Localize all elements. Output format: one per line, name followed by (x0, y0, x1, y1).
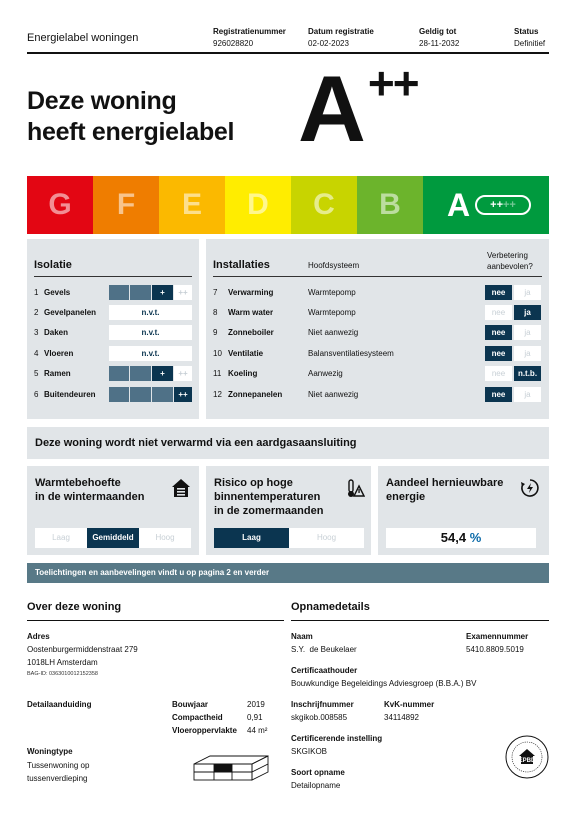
geldig-tot-label: Geldig tot (419, 27, 457, 36)
rating-segment (130, 366, 151, 381)
band-b-letter: B (379, 188, 401, 221)
ja-option: ja (514, 387, 541, 402)
headline (27, 86, 234, 148)
rating-segment (109, 387, 129, 402)
warmtebehoefte-laag: Laag (35, 528, 87, 548)
row-system: Warmtepomp (308, 288, 356, 297)
row-system: Aanwezig (308, 369, 343, 378)
isolatie-row-vloeren (34, 346, 192, 362)
nee-option: nee (485, 325, 512, 340)
thermometer-warning-icon (345, 478, 365, 498)
installaties-panel (206, 239, 549, 419)
row-number: 5 (34, 369, 39, 378)
row-system: Warmtepomp (308, 308, 356, 317)
rating-segment (109, 285, 129, 300)
naam-label: Naam (291, 632, 313, 641)
verbetering-header-line-1: Verbetering (487, 251, 528, 260)
geldig-tot (419, 26, 459, 50)
isolatie-row-buitendeuren (34, 387, 192, 403)
row-system: Niet aanwezig (308, 328, 359, 337)
isolatie-title: Isolatie (34, 259, 72, 271)
soort-opname-label: Soort opname (291, 768, 345, 777)
woningtype-line-2: tussenverdieping (27, 774, 88, 783)
warmtebehoefte-card (27, 466, 199, 555)
certificaathouder-value: Bouwkundige Begeleidings Adviesgroep (B.B.A.) BV (291, 679, 477, 688)
hernieuwbaar-title (386, 476, 503, 504)
installaties-rule (213, 276, 542, 277)
row-number: 3 (34, 328, 39, 337)
ja-option: ja (514, 325, 541, 340)
row-label: Zonnepanelen (228, 390, 283, 399)
instelling-label: Certificerende instelling (291, 734, 383, 743)
verbetering-header-line-2: aanbevolen? (487, 262, 533, 271)
renewable-energy-icon (520, 478, 540, 498)
row-number: 2 (34, 308, 39, 317)
adres-label: Adres (27, 632, 50, 641)
energy-label-plus: ++ (367, 57, 418, 109)
installatie-row-zonneboiler (213, 325, 542, 341)
risico-hoog: Hoog (289, 528, 364, 548)
installatie-row-verwarming (213, 285, 542, 301)
warmtebehoefte-line-2: in de wintermaanden (35, 491, 145, 503)
woningtype-line-1: Tussenwoning op (27, 761, 90, 770)
adres-line-1: Oostenburgermiddenstraat 279 (27, 645, 138, 654)
row-label: Gevels (44, 288, 71, 297)
naam-value: S.Y. de Beukelaer (291, 645, 357, 654)
ja-option: ja (514, 305, 541, 320)
house-heat-icon (171, 478, 191, 498)
row-label: Ramen (44, 369, 71, 378)
inschrijfnummer-label: Inschrijfnummer (291, 700, 354, 709)
band-e (159, 176, 225, 234)
examennummer-label: Examennummer (466, 632, 529, 641)
energy-label-scale (27, 176, 549, 234)
hoofdsysteem-header: Hoofdsysteem (308, 261, 360, 270)
risico-line-1: Risico op hoge (214, 477, 293, 489)
nee-option: nee (485, 305, 512, 320)
rating-segment (109, 366, 129, 381)
row-label: Warm water (228, 308, 274, 317)
registratienummer (213, 26, 286, 50)
risico-line-3: in de zomermaanden (214, 505, 324, 517)
rating-ghost: ++ (174, 366, 192, 381)
soort-opname-value: Detailopname (291, 781, 341, 790)
risico-line-2: binnentemperaturen (214, 491, 321, 503)
gas-banner: Deze woning wordt niet verwarmd via een aardgasaansluiting (27, 427, 549, 459)
band-a (423, 176, 549, 234)
row-label: Vloeren (44, 349, 74, 358)
row-number: 11 (213, 369, 222, 378)
status-value: Definitief (514, 39, 546, 48)
row-label: Verwarming (228, 288, 274, 297)
certificaathouder-label: Certificaathouder (291, 666, 358, 675)
kvk-value: 34114892 (384, 713, 419, 722)
headline-line-1: Deze woning (27, 87, 177, 115)
warmtebehoefte-line-1: Warmtebehoefte (35, 477, 121, 489)
vloeroppervlakte-label: Vloeroppervlakte (172, 726, 237, 735)
rating-segment (152, 387, 173, 402)
row-label: Koeling (228, 369, 258, 378)
compactheid-value: 0,91 (247, 713, 263, 722)
woningtype-label: Woningtype (27, 747, 73, 756)
band-a-plus-active: ++ (490, 199, 503, 211)
energy-label-grade (298, 56, 418, 172)
band-c (291, 176, 357, 234)
row-number: 6 (34, 390, 39, 399)
row-number: 8 (213, 308, 218, 317)
band-f-letter: F (116, 188, 136, 221)
nee-option: nee (485, 366, 512, 381)
rating-segment (130, 285, 151, 300)
band-a-plus-pill (475, 195, 531, 215)
detailaanduiding-label: Detailaanduiding (27, 700, 92, 709)
risico-card (206, 466, 371, 555)
energy-label-letter: A (298, 56, 364, 161)
compactheid-label: Compactheid (172, 713, 223, 722)
rating-value: n.v.t. (109, 325, 192, 340)
over-rule (27, 620, 284, 621)
row-label: Ventilatie (228, 349, 264, 358)
rating-value: ++ (174, 387, 192, 402)
document-header (27, 24, 549, 54)
rating-value: n.v.t. (109, 346, 192, 361)
opname-rule (291, 620, 549, 621)
ja-option: ja (514, 285, 541, 300)
warmtebehoefte-hoog: Hoog (139, 528, 191, 548)
opnamedetails-title: Opnamedetails (291, 601, 370, 613)
band-b (357, 176, 423, 234)
nee-option: nee (485, 285, 512, 300)
installatie-row-warm-water (213, 305, 542, 321)
row-label: Gevelpanelen (44, 308, 97, 317)
hernieuwbaar-line-2: energie (386, 491, 426, 503)
bouwjaar-value: 2019 (247, 700, 265, 709)
installatie-row-koeling (213, 366, 542, 382)
band-a-plus-faded: ++ (503, 199, 516, 211)
nee-option: nee (485, 346, 512, 361)
installatie-row-zonnepanelen (213, 387, 542, 403)
risico-title (214, 476, 323, 518)
rating-segment (130, 387, 151, 402)
isolatie-rule (34, 276, 192, 277)
bag-id: BAG-ID: 0363010012152358 (27, 671, 98, 677)
row-number: 9 (213, 328, 218, 337)
datum-registratie (308, 26, 374, 50)
band-d-letter: D (247, 188, 269, 221)
row-number: 4 (34, 349, 39, 358)
vloeroppervlakte-value: 44 m² (247, 726, 268, 735)
installaties-title: Installaties (213, 259, 270, 271)
band-g (27, 176, 93, 234)
toelichting-bar: Toelichtingen en aanbevelingen vindt u op pagina 2 en verder (27, 563, 549, 583)
instelling-value: SKGIKOB (291, 747, 328, 756)
hernieuwbaar-line-1: Aandeel hernieuwbare (386, 477, 504, 489)
registratienummer-label: Registratienummer (213, 27, 286, 36)
rating-ghost: ++ (174, 285, 192, 300)
isolatie-row-gevelpanelen (34, 305, 192, 321)
rating-value: n.v.t. (109, 305, 192, 320)
document-title: Energielabel woningen (27, 32, 139, 44)
row-number: 12 (213, 390, 222, 399)
row-number: 1 (34, 288, 39, 297)
row-number: 10 (213, 349, 222, 358)
adres-line-2: 1018LH Amsterdam (27, 658, 98, 667)
hernieuwbaar-value (386, 528, 536, 548)
band-d (225, 176, 291, 234)
ntb-option: n.t.b. (514, 366, 541, 381)
datum-registratie-label: Datum registratie (308, 27, 374, 36)
row-label: Daken (44, 328, 69, 337)
over-deze-woning-title: Over deze woning (27, 601, 122, 613)
risico-laag: Laag (214, 528, 289, 548)
hernieuwbaar-unit: % (469, 530, 482, 545)
band-g-letter: G (48, 188, 72, 221)
epbd-logo-text: EPBD (518, 758, 536, 764)
row-label: Zonneboiler (228, 328, 274, 337)
row-system: Balansventilatiesysteem (308, 349, 394, 358)
row-system: Niet aanwezig (308, 390, 359, 399)
band-c-letter: C (313, 188, 335, 221)
row-label: Buitendeuren (44, 390, 96, 399)
warmtebehoefte-gemiddeld: Gemiddeld (87, 528, 139, 548)
nee-option: nee (485, 387, 512, 402)
bouwjaar-label: Bouwjaar (172, 700, 209, 709)
installatie-row-ventilatie (213, 346, 542, 362)
inschrijfnummer-value: skgikob.008585 (291, 713, 348, 722)
row-number: 7 (213, 288, 218, 297)
datum-registratie-value: 02-02-2023 (308, 39, 349, 48)
epbd-seal-logo (505, 735, 549, 779)
warmtebehoefte-title (35, 476, 144, 504)
examennummer-value: 5410.8809.5019 (466, 645, 524, 654)
geldig-tot-value: 28-11-2032 (419, 39, 460, 48)
band-a-letter: A (447, 187, 471, 223)
building-illustration (192, 752, 272, 784)
isolatie-row-ramen (34, 366, 192, 382)
rating-value: + (152, 285, 173, 300)
status (514, 26, 545, 50)
hernieuwbaar-card (378, 466, 549, 555)
isolatie-panel (27, 239, 199, 419)
ja-option: ja (514, 346, 541, 361)
kvk-label: KvK-nummer (384, 700, 435, 709)
verbetering-header (487, 250, 533, 272)
registratienummer-value: 926028820 (213, 39, 254, 48)
band-f (93, 176, 159, 234)
status-label: Status (514, 27, 539, 36)
isolatie-row-daken (34, 325, 192, 341)
isolatie-row-gevels (34, 285, 192, 301)
band-e-letter: E (181, 188, 202, 221)
rating-value: + (152, 366, 173, 381)
hernieuwbaar-number: 54,4 (440, 530, 467, 545)
headline-line-2: heeft energielabel (27, 118, 235, 146)
